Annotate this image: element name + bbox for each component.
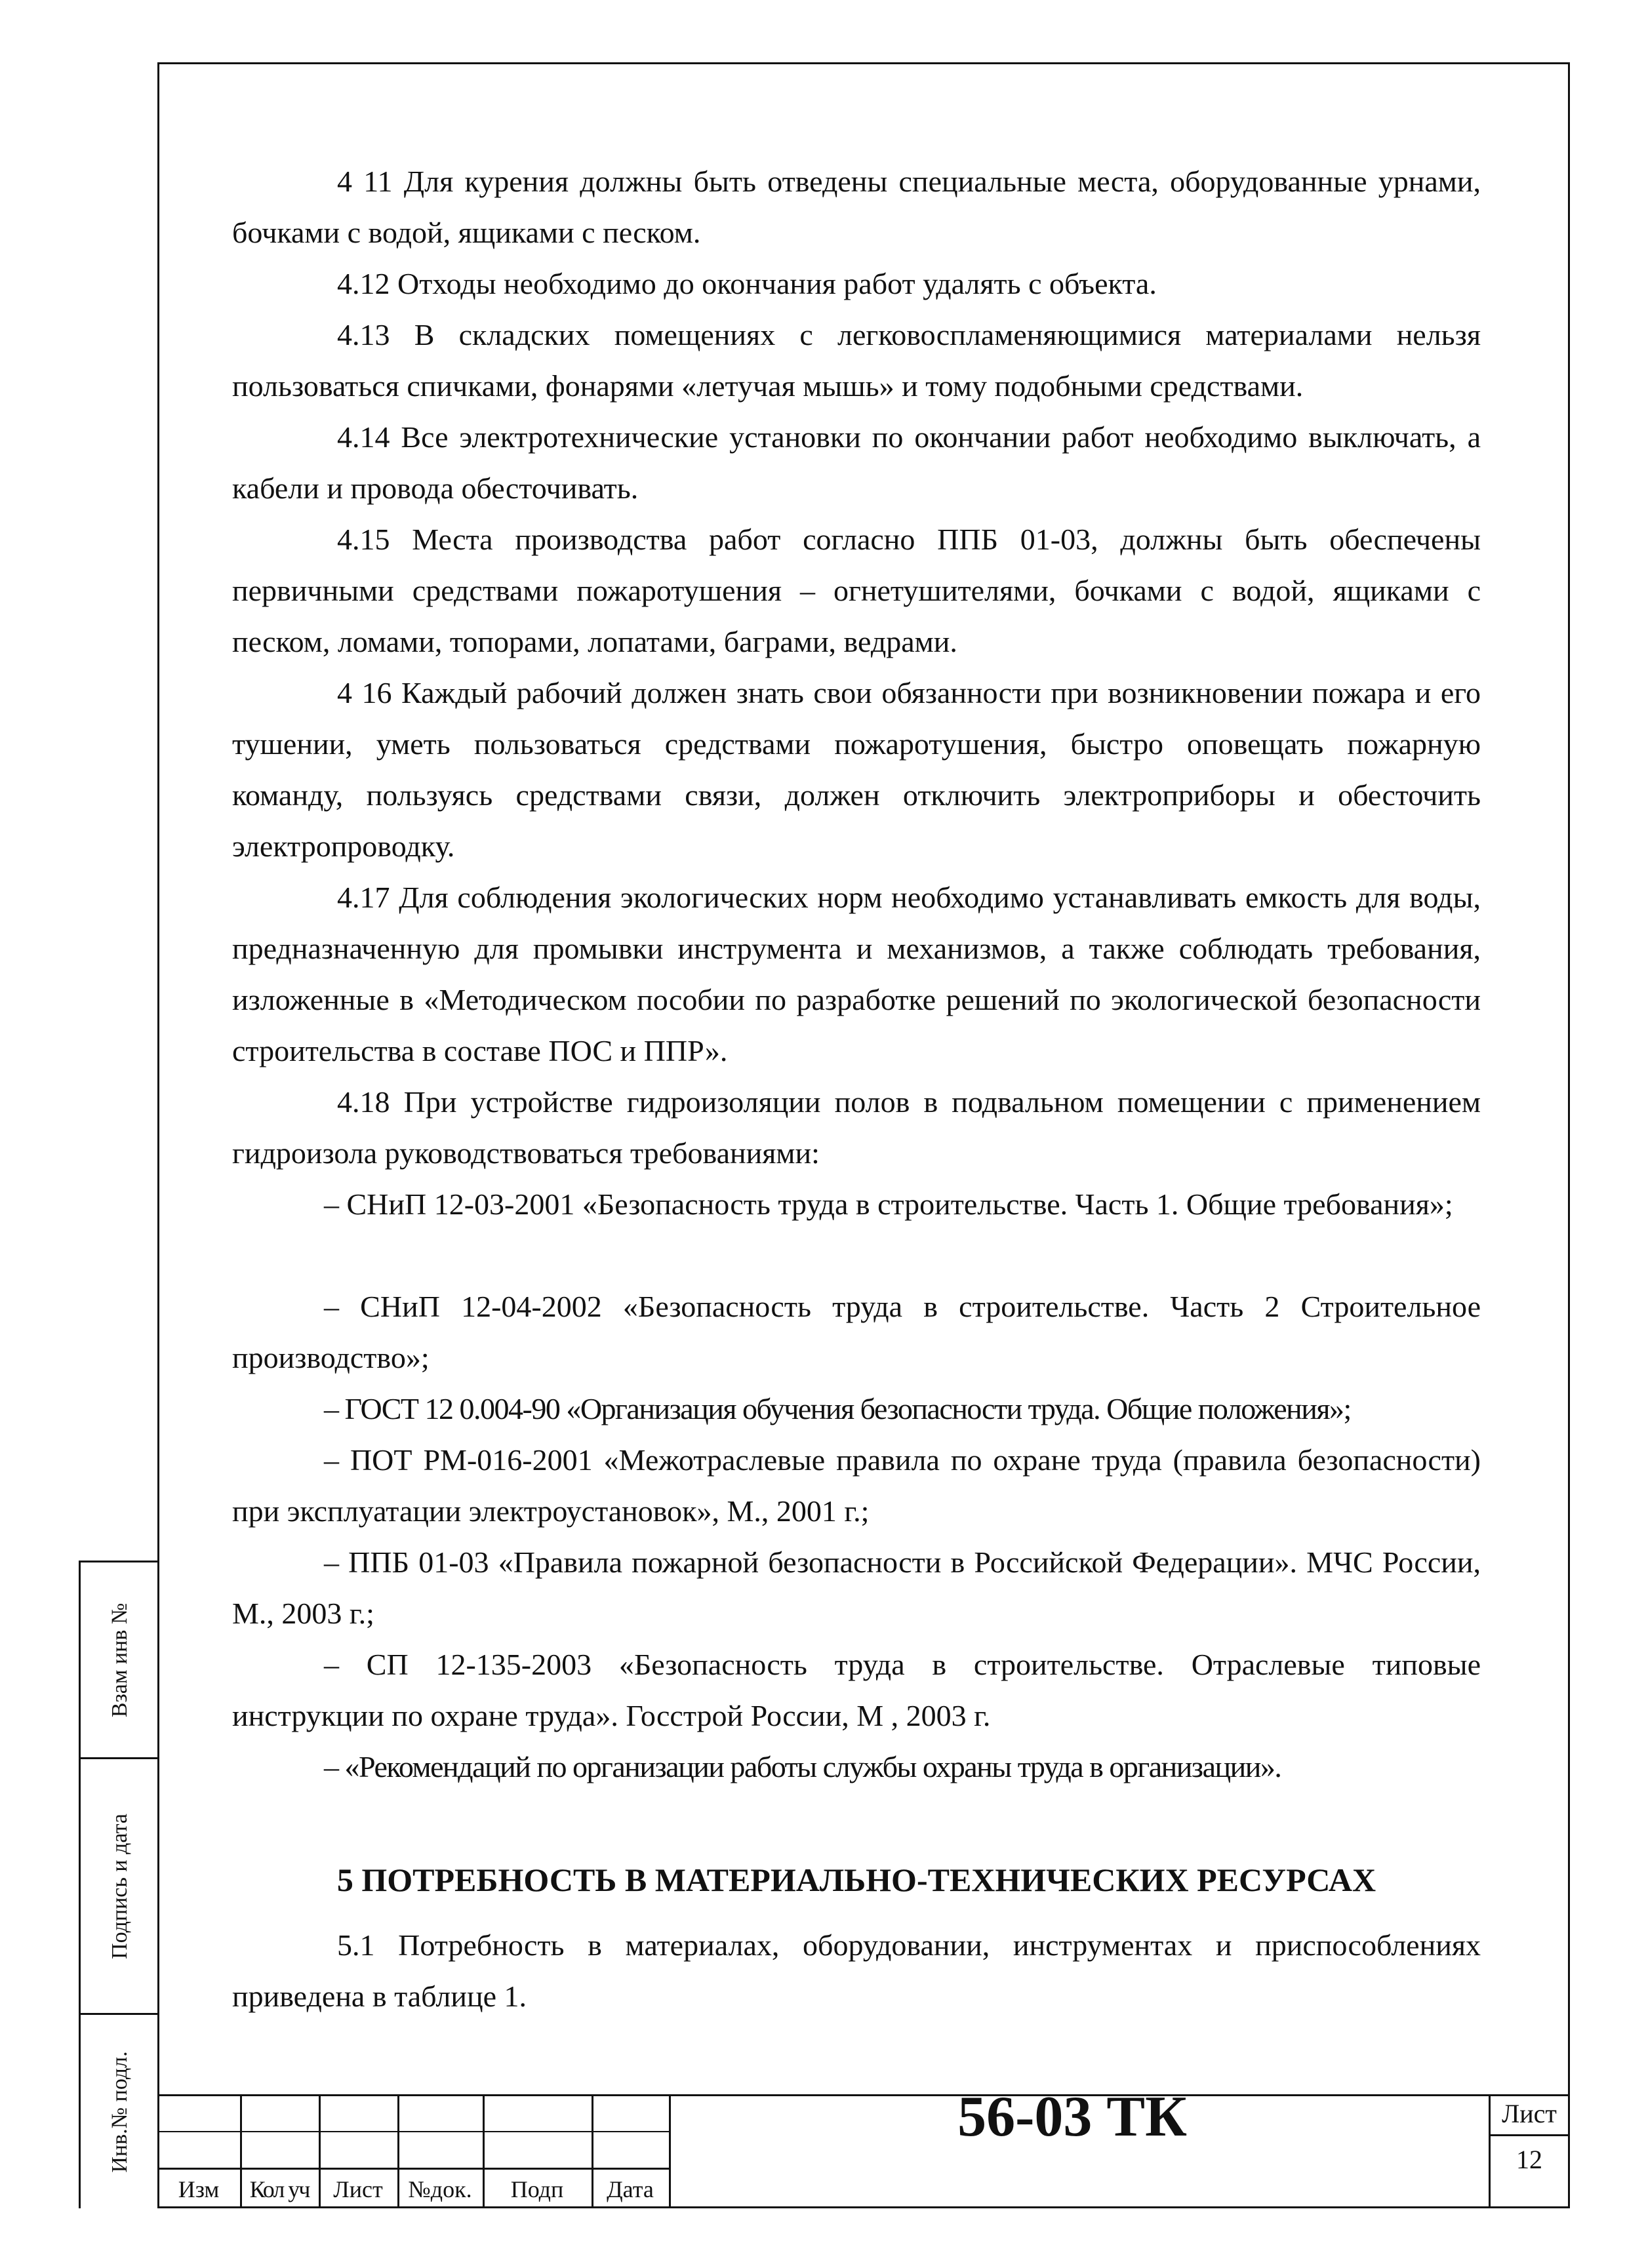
paragraph-4-12: 4.12 Отходы необходимо до окончания работ удалять с объекта. bbox=[337, 267, 1157, 300]
side-cell-vzam bbox=[81, 1561, 159, 1757]
section-heading: 5 ПОТРЕБНОСТЬ В МАТЕРИАЛЬНО-ТЕХНИЧЕСКИХ РЕСУРСАХ bbox=[336, 1861, 1376, 1898]
paragraph-4-17: 4.17 Для соблюдения экологических норм необходимо устанавливать емкость для воды, предназначенную для промывки инструмента и механизмов, а также соблюдать требования, изложенные в «Методическом пособии по разработке решений по экологической безопасности строительства в составе ПОС и ППР». bbox=[232, 881, 1481, 1067]
col-label-izm: Изм bbox=[178, 2176, 220, 2202]
paragraph-4-13: 4.13 В складских помещениях с легковоспламеняющимися материалами нельзя пользоваться спичками, фонарями «летучая мышь» и тому подобными средствами. bbox=[232, 318, 1481, 403]
list-item-snip-12-03: – СНиП 12-03-2001 «Безопасность труда в строительстве. Часть 1. Общие требования»; bbox=[324, 1187, 1453, 1221]
document-code: 56-03 ТК bbox=[957, 2085, 1187, 2149]
col-label-list: Лист bbox=[333, 2176, 383, 2202]
list-item-gost: – ГОСТ 12 0.004-90 «Организация обучения безопасности труда. Общие положения»; bbox=[324, 1392, 1351, 1425]
sheet-number: 12 bbox=[1516, 2145, 1542, 2174]
list-item-pot-rm: – ПОТ РМ-016-2001 «Межотраслевые правила по охране труда (правила безопасности) при эксплуатации электроустановок», М., 2001 г.; bbox=[232, 1443, 1481, 1528]
paragraph-4-16: 4 16 Каждый рабочий должен знать свои обязанности при возникновении пожара и его тушении, уметь пользоваться средствами пожаротушения, быстро оповещать пожарную команду, пользуясь средствами связи, должен отключить электроприборы и обесточить электропроводку. bbox=[232, 676, 1481, 863]
list-item-sp: – СП 12-135-2003 «Безопасность труда в строительстве. Отраслевые типовые инструкции по охране труда». Госстрой России, М , 2003 г. bbox=[232, 1648, 1481, 1732]
side-cell-inv bbox=[81, 2013, 159, 2208]
side-cell-podpis bbox=[81, 1757, 159, 2013]
inv-podl-label: Инв.№ подл. bbox=[108, 2050, 132, 2173]
col-label-podp: Подп bbox=[510, 2176, 564, 2202]
paragraph-4-15: 4.15 Места производства работ согласно ППБ 01-03, должны быть обеспечены первичными средствами пожаротушения – огнетушителями, бочками с водой, ящиками с песком, ломами, топорами, лопатами, баграми, ведрами. bbox=[232, 523, 1481, 658]
paragraph-4-14: 4.14 Все электротехнические установки по окончании работ необходимо выключать, а кабели и провода обесточивать. bbox=[232, 420, 1481, 505]
col-label-data: Дата bbox=[607, 2176, 654, 2202]
paragraph-4-11: 4 11 Для курения должны быть отведены специальные места, оборудованные урнами, бочками с водой, ящиками с песком. bbox=[232, 165, 1481, 249]
list-item-ppb: – ППБ 01-03 «Правила пожарной безопасности в Российской Федерации». МЧС России, М., 2003 г.; bbox=[232, 1545, 1481, 1630]
col-label-kol-uch: Кол уч bbox=[249, 2176, 310, 2202]
list-item-snip-12-04: – СНиП 12-04-2002 «Безопасность труда в строительстве. Часть 2 Строительное производство»; bbox=[232, 1290, 1481, 1374]
title-block-sheet-row-line bbox=[1489, 2134, 1570, 2136]
podpis-data-label: Подпись и дата bbox=[108, 1813, 132, 1959]
side-stamp bbox=[79, 1561, 157, 2208]
vzam-inv-label: Взам инв № bbox=[108, 1602, 132, 1717]
sheet-label: Лист bbox=[1502, 2099, 1557, 2128]
paragraph-4-18: 4.18 При устройстве гидроизоляции полов в подвальном помещении с применением гидроизола руководствоваться требованиями: bbox=[232, 1085, 1481, 1170]
col-label-nom-dok: №док. bbox=[408, 2176, 472, 2202]
paragraph-5-1: 5.1 Потребность в материалах, оборудовании, инструментах и приспособлениях приведена в таблице 1. bbox=[232, 1928, 1481, 2013]
list-item-recommendations: – «Рекомендаций по организации работы службы охраны труда в организации». bbox=[324, 1750, 1281, 1783]
